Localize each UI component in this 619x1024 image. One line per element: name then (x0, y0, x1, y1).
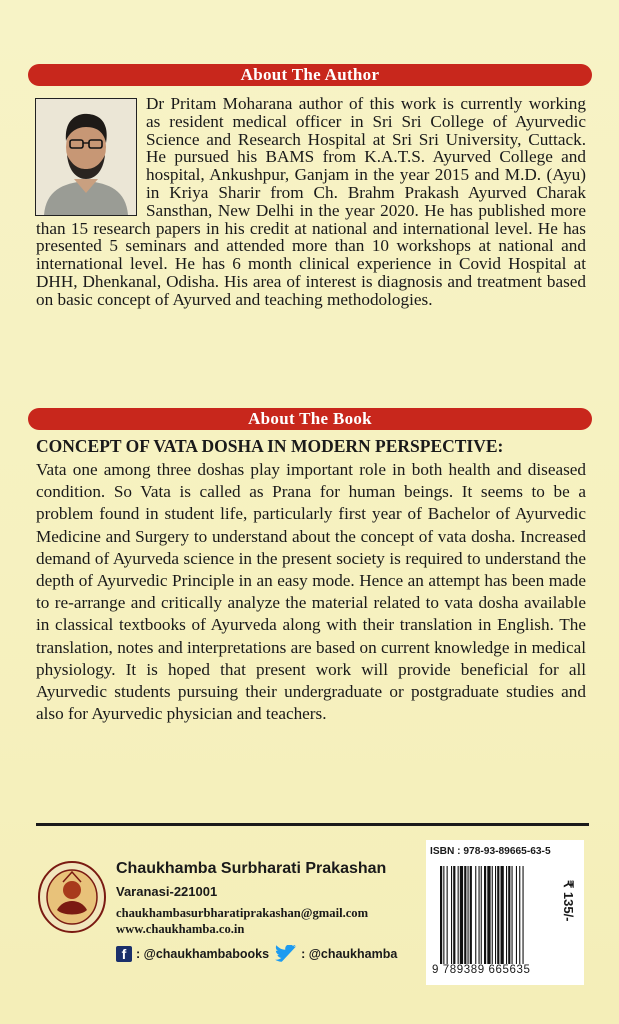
photo-spacer (36, 95, 146, 214)
twitter-handle: : @chaukhamba (301, 947, 398, 961)
book-heading: CONCEPT OF VATA DOSHA IN MODERN PERSPECTIVE: (36, 436, 504, 456)
about-book-banner: About The Book (28, 408, 592, 430)
publisher-logo (37, 860, 107, 934)
price-label: ₹ 135/- (561, 880, 576, 922)
isbn-label: ISBN : 978-93-89665-63-5 (430, 846, 551, 857)
twitter-icon (275, 945, 297, 963)
author-bio (36, 95, 586, 309)
barcode (440, 866, 550, 964)
facebook-handle: : @chaukhambabooks (136, 947, 270, 961)
publisher-name: Chaukhamba Surbharati Prakashan (116, 860, 387, 877)
book-description: Vata one among three doshas play important role in both health and diseased condition. So Vata is called as Prana for human beings. It seems to be a problem found in student life, particularly first year of Bachelor of Ayurvedic Medicine and Surgery to understand about the concept of vata dosha. Increased demand of Ayurveda science in the present society is required to understand the depth of Ayurvedic Principle in an easy mode. Hence an attempt has been made to re-arrange and critically analyze the material related to vata dosha available in classical textbooks of Ayurveda along with their translation in English. The translation, notes and interpretations are based on current knowledge in medical physiology. It is hoped that present work will provide beneficial for all Ayurvedic students pursuing their undergraduate or postgraduate studies and also for Ayurvedic physician and teachers. (36, 460, 586, 724)
divider (36, 823, 589, 826)
author-bio-text: Dr Pritam Moharana author of this work is currently working as resident medical officer in Sri Sri College of Ayurvedic Science and Research Hospital at Sri Sri University, Cuttack. He pursued his BAMS from K.A.T.S. Ayurved College and hospital, Ankushpur, Ganjam in the year 2015 and M.D. (Ayu) in Kriya Sharir from Ch. Brahm Prakash Ayurved Charak Sansthan, New Delhi in the year 2020. He has published more than 15 research papers in his credit at national and international level. He has presented 5 seminars and attended more than 10 workshops at national and international level. He has 6 month clinical experience in Covid Hospital at DHH, Dhenkanal, Odisha. His area of interest is diagnosis and treatment based on basic concept of Ayurved and teaching methodologies. (36, 94, 586, 309)
social-handles (116, 944, 397, 964)
about-author-banner: About The Author (28, 64, 592, 86)
publisher-website: www.chaukhamba.co.in (116, 922, 245, 936)
barcode-digits: 9 789389 665635 (432, 964, 531, 976)
facebook-icon: f (116, 946, 132, 962)
publisher-email: chaukhambasurbharatiprakashan@gmail.com (116, 906, 369, 920)
publisher-city: Varanasi-221001 (116, 884, 218, 899)
